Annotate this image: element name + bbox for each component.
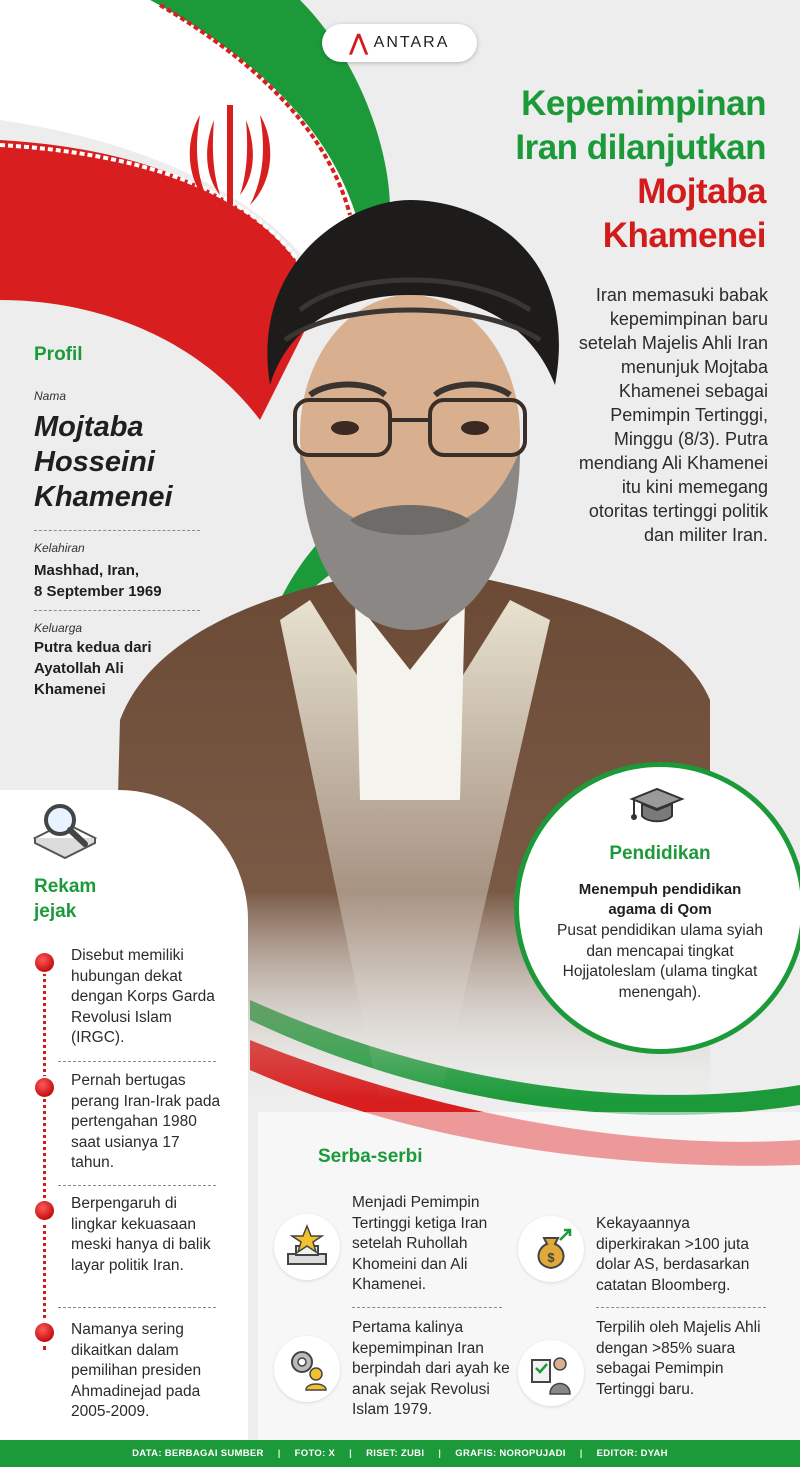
kelahiran-line-2: 8 September 1969 [34, 583, 162, 600]
timeline-dot [35, 1323, 54, 1342]
nama-label: Nama [34, 389, 67, 403]
profil-divider [34, 610, 200, 611]
serba-serbi-fact-1: Menjadi Pemimpin Tertinggi ketiga Iran setelah Ruhollah Khomeini dan Ali Khamenei. [352, 1194, 488, 1293]
kelahiran-value [34, 560, 204, 602]
title-line-3: Mojtaba [637, 172, 766, 211]
serba-serbi-fact-2: Kekayaannya diperkirakan >100 juta dolar AS, berdasarkan catatan Bloomberg. [596, 1215, 750, 1294]
serba-serbi-heading: Serba-serbi [318, 1146, 423, 1167]
rekam-jejak-heading-line-2: jejak [34, 901, 77, 922]
keluarga-line-2: Ayatollah Ali [34, 660, 124, 677]
kelahiran-line-1: Mashhad, Iran, [34, 562, 140, 579]
pendidikan-detail: Pusat pendidikan ulama syiah dan mencapai tingkat Hojjatoleslam (ulama tingkat menengah). [557, 922, 763, 1001]
svg-text:$: $ [547, 1250, 555, 1265]
rekam-jejak-item-3: Berpengaruh di lingkar kekuasaan meski hanya di balik layar politik Iran. [71, 1195, 211, 1274]
rekam-jejak-heading [34, 874, 154, 924]
serba-serbi-fact-3: Pertama kalinya kepemimpinan Iran berpindah dari ayah ke anak sejak Revolusi Islam 1979. [352, 1319, 510, 1418]
rekam-jejak-item-4: Namanya sering dikaitkan dalam pemilihan presiden Ahmadinejad pada 2005-2009. [71, 1321, 202, 1420]
credit-data: DATA: BERBAGAI SUMBER [132, 1448, 264, 1459]
serba-serbi-fact-4: Terpilih oleh Majelis Ahli dengan >85% suara sebagai Pemimpin Tertinggi baru. [596, 1319, 761, 1398]
keluarga-line-3: Khamenei [34, 681, 106, 698]
pendidikan-summary-line-1: Menempuh pendidikan [578, 881, 742, 898]
keluarga-value [34, 637, 204, 700]
timeline-dot [35, 1078, 54, 1097]
credit-riset: RISET: ZUBI [366, 1448, 425, 1459]
credit-separator: | [438, 1448, 442, 1459]
vote-icon [518, 1340, 584, 1406]
credit-separator: | [277, 1448, 281, 1459]
rekam-jejak-divider [58, 1185, 216, 1186]
title-line-2: Iran dilanjutkan [515, 128, 766, 167]
magnifier-document-icon [30, 798, 100, 860]
nama-value [34, 410, 234, 515]
credit-editor: EDITOR: DYAH [596, 1448, 668, 1459]
timeline-dot [35, 1201, 54, 1220]
timeline-line [43, 960, 47, 1350]
graduation-cap-icon [628, 783, 686, 829]
rekam-jejak-item-1: Disebut memiliki hubungan dekat dengan Korps Garda Revolusi Islam (IRGC). [71, 947, 215, 1046]
serba-serbi-divider [352, 1307, 502, 1308]
rekam-jejak-divider [58, 1307, 216, 1308]
intro-paragraph: Iran memasuki babak kepemimpinan baru setelah Majelis Ahli Iran menunjuk Mojtaba Khamenei sebagai Pemimpin Tertinggi, Minggu (8/3). Putra mendiang Ali Khamenei itu kini memegang otoritas tertinggi politik dan militer Iran. [578, 285, 768, 545]
credit-grafis: GRAFIS: NOROPUJADI [455, 1448, 566, 1459]
pendidikan-heading: Pendidikan [609, 843, 711, 864]
antara-logo-text: ANTARA [373, 34, 450, 51]
nama-line-1: Mojtaba [34, 411, 144, 443]
rekam-jejak-heading-line-1: Rekam [34, 876, 97, 897]
credit-separator: | [579, 1448, 583, 1459]
nama-line-2: Hosseini [34, 446, 155, 478]
timeline-dot [35, 953, 54, 972]
pendidikan-summary [560, 880, 760, 920]
title-line-1: Kepemimpinan [521, 84, 766, 123]
rekam-jejak-item-2: Pernah bertugas perang Iran-Irak pada pertengahan 1980 saat usianya 17 tahun. [71, 1072, 221, 1171]
serba-serbi-divider [596, 1307, 766, 1308]
antara-logo-icon: ⋀ [349, 30, 368, 55]
kelahiran-label: Kelahiran [34, 541, 85, 555]
credits-footer [0, 1440, 800, 1467]
profil-divider [34, 530, 200, 531]
antara-logo [322, 24, 477, 62]
rekam-jejak-divider [58, 1061, 216, 1062]
nama-line-3: Khamenei [34, 481, 173, 513]
title-line-4: Khamenei [602, 216, 766, 255]
credit-separator: | [349, 1448, 353, 1459]
pendidikan-summary-line-2: agama di Qom [608, 901, 712, 918]
gear-person-icon [274, 1336, 340, 1402]
keluarga-line-1: Putra kedua dari [34, 639, 152, 656]
credit-foto: FOTO: X [294, 1448, 336, 1459]
money-bag-icon [518, 1216, 584, 1282]
keluarga-label: Keluarga [34, 621, 83, 635]
podium-star-icon [274, 1214, 340, 1280]
profil-heading: Profil [34, 344, 83, 365]
